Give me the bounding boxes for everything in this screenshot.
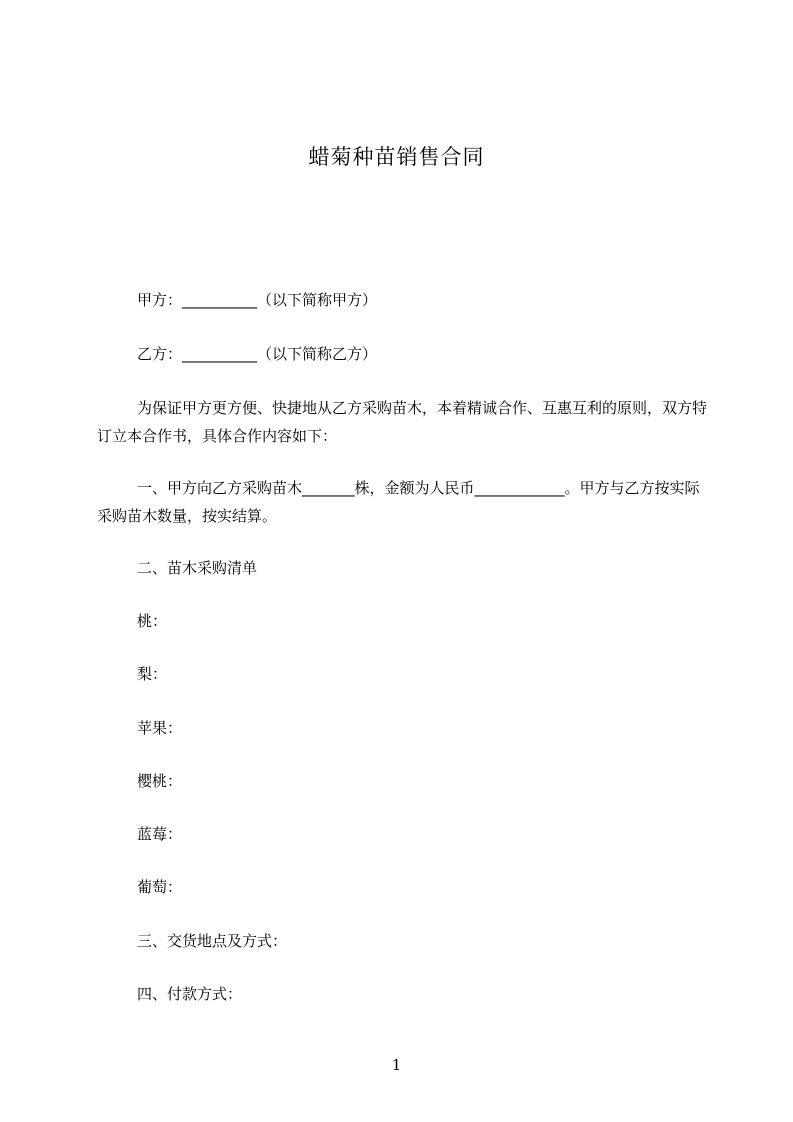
- clause-1-paragraph: 一、甲方向乙方采购苗木_______株，金额为人民币____________。甲方与乙方按实际采购苗木数量，按实结算。: [97, 479, 700, 525]
- clause-3-heading: 三、交货地点及方式：: [137, 932, 288, 950]
- item-pear: 梨：: [137, 665, 168, 683]
- item-peach: 桃：: [137, 612, 168, 630]
- page-number: 1: [391, 1056, 402, 1074]
- party-a-line: 甲方：__________（以下简称甲方）: [137, 291, 378, 309]
- item-grape: 葡萄：: [137, 878, 183, 896]
- clause-4-heading: 四、付款方式：: [137, 985, 243, 1003]
- document-title: 蜡菊种苗销售合同: [308, 145, 485, 169]
- clause-2-heading: 二、苗木采购清单: [137, 559, 258, 577]
- item-blueberry: 蓝莓：: [137, 825, 183, 843]
- intro-paragraph: 为保证甲方更方便、快捷地从乙方采购苗木，本着精诚合作、互惠互利的原则，双方特订立本合作书，具体合作内容如下：: [97, 399, 708, 445]
- item-apple: 苹果：: [137, 719, 183, 737]
- party-b-line: 乙方：__________（以下简称乙方）: [137, 345, 378, 363]
- item-cherry: 樱桃：: [137, 772, 183, 790]
